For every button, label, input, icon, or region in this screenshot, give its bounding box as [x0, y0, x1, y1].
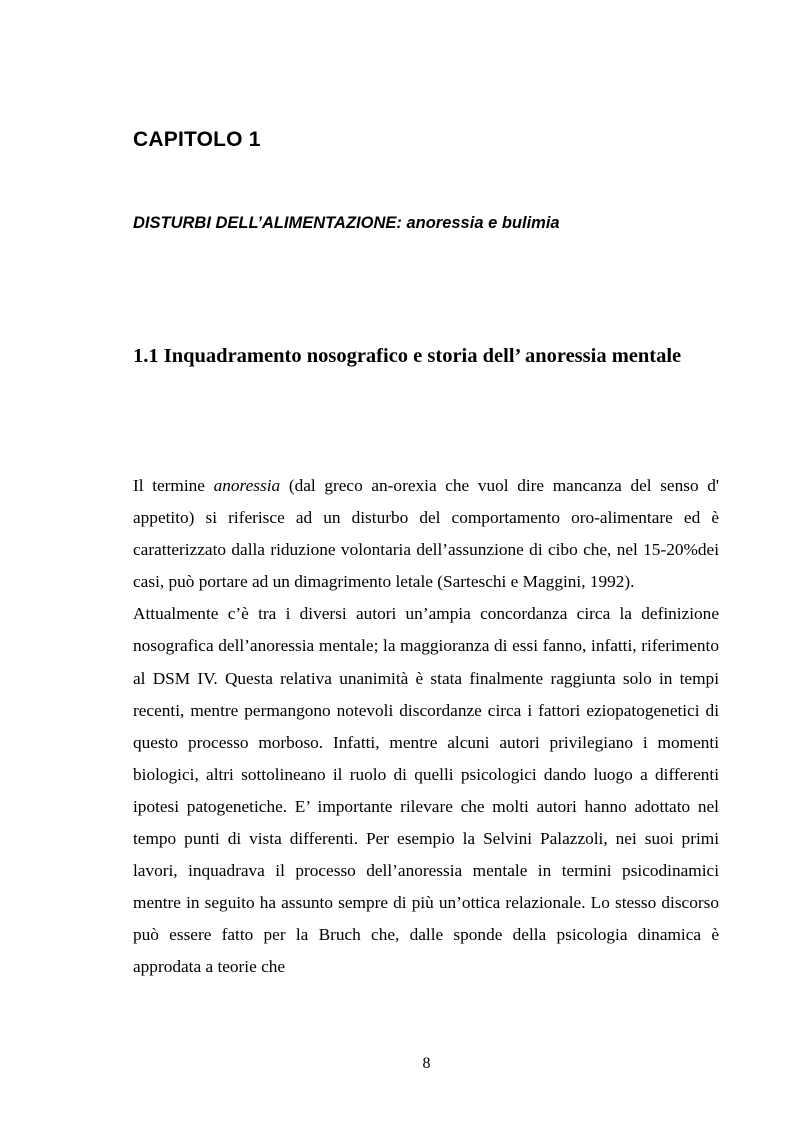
paragraph-1-term: anoressia: [213, 476, 281, 495]
chapter-title: CAPITOLO 1: [133, 128, 261, 151]
paragraph-2: Attualmente c’è tra i diversi autori un’ampia concordanza circa la definizione nosografica dell’anoressia mentale; la maggioranza di essi fanno, infatti, riferimento al DSM IV. Questa relativa unanimità è stata finalmente raggiunta solo in tempi recenti, mentre permangono notevoli discordanze circa i fattori eziopatogenetici di questo processo morboso. Infatti, mentre alcuni autori privilegiano i momenti biologici, altri sottolineano il ruolo di quelli psicologici dando luogo a differenti ipotesi patogenetiche. E’ importante rilevare che molti autori hanno adottato nel tempo punti di vista differenti. Per esempio la Selvini Palazzoli, nei suoi primi lavori, inquadrava il processo dell’anoressia mentale in termini psicodinamici mentre in seguito ha assunto sempre di più un’ottica relazionale. Lo stesso discorso può essere fatto per la Bruch che, dalle sponde della psicologia dinamica è approdata a teorie che: [133, 604, 719, 977]
paragraph-1-lead: Il termine: [133, 476, 214, 495]
page-number: 8: [422, 1055, 431, 1072]
paragraph-1-text: (dal greco an-orexia che vuol dire mancanza del senso d' appetito) si riferisce ad un disturbo del comportamento oro-alimentare ed è caratterizzato dalla riduzione volontaria dell’assunzione di cibo che, nel 15-20%dei casi, può portare ad un dimagrimento letale (Sarteschi e Maggini, 1992).: [133, 476, 719, 592]
section-title: 1.1 Inquadramento nosografico e storia dell’ anoressia mentale: [133, 345, 682, 367]
chapter-subtitle-main: DISTURBI DELL’ALIMENTAZIONE: [133, 214, 397, 232]
paragraph-1: [133, 470, 719, 598]
chapter-subtitle-rest: : anoressia e bulimia: [396, 214, 560, 232]
body-text: [133, 470, 719, 984]
chapter-subtitle: [133, 214, 560, 233]
